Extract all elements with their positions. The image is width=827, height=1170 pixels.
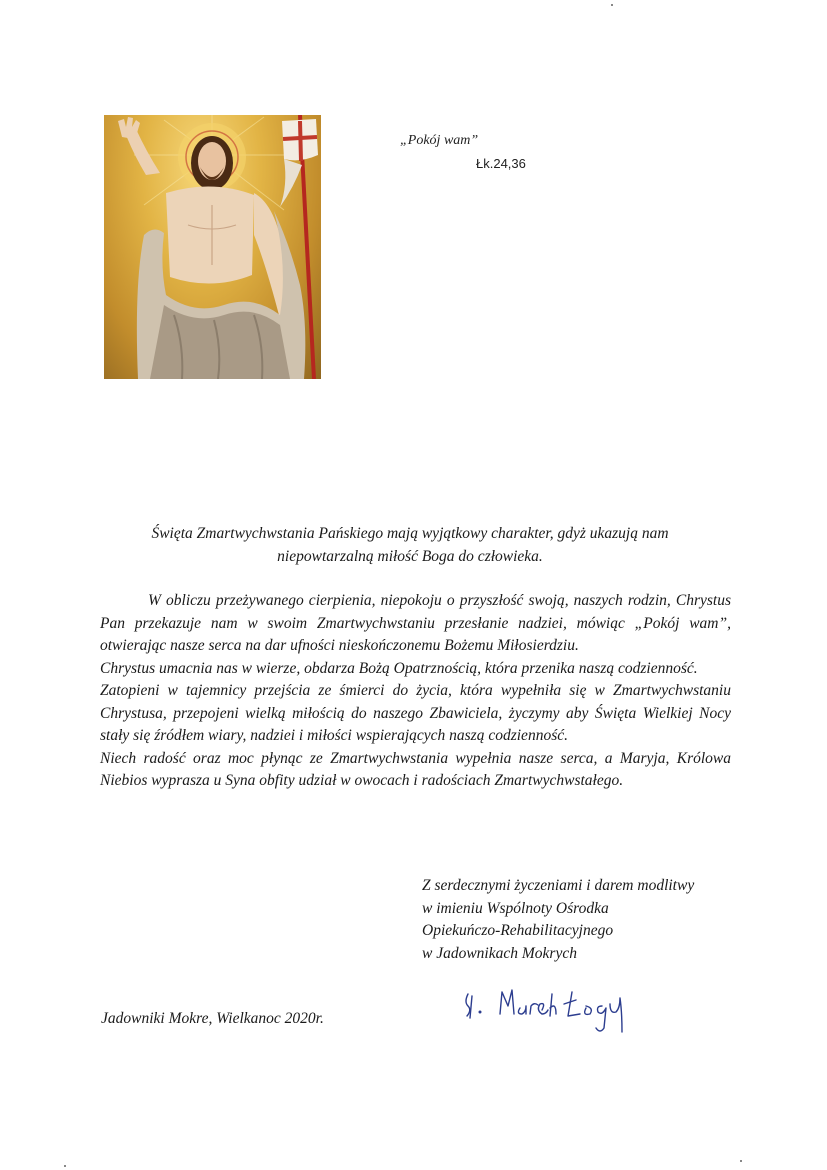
resurrected-christ-painting — [104, 115, 321, 379]
closing-line: w imieniu Wspólnoty Ośrodka — [422, 899, 609, 917]
painting-illustration — [104, 115, 321, 379]
scan-speck — [64, 1165, 66, 1167]
place-date: Jadowniki Mokre, Wielkanoc 2020r. — [101, 1010, 324, 1027]
closing-block — [422, 875, 742, 965]
lead-paragraph — [100, 522, 720, 568]
lead-line: niepowtarzalną miłość Boga do człowieka. — [277, 548, 543, 565]
letter-body — [100, 590, 731, 793]
closing-line: Z serdecznymi życzeniami i darem modlitwy — [422, 877, 695, 894]
closing-line: Opiekuńczo-Rehabilitacyjnego — [422, 922, 614, 939]
body-paragraph: W obliczu przeżywanego cierpienia, niepokoju o przyszłość swoją, naszych rodzin, Chrystus Pan przekazuje nam w swoim Zmartwychwstaniu przesłanie nadziei, mówiąc „Pokój wam”, otwierając nasze serca na dar ufności nieskończonemu Bożemu Miłosierdziu. — [100, 592, 731, 654]
body-paragraph: Niech radość oraz moc płynąc ze Zmartwychwstania wypełnia nasze serca, a Maryja, Królowa Niebios wyprasza u Syna obfity udział w owocach i radościach Zmartwychwstałego. — [100, 749, 731, 789]
handwritten-signature — [460, 972, 650, 1042]
closing-line: w Jadownikach Mokrych — [422, 944, 577, 962]
scan-speck — [611, 4, 613, 6]
quote-text: „Pokój wam” — [400, 133, 479, 148]
body-paragraph: Chrystus umacnia nas w wierze, obdarza Bożą Opatrznością, która przenika naszą codzienność. — [100, 659, 698, 677]
quote-reference: Łk.24,36 — [476, 156, 526, 171]
lead-line: Święta Zmartwychwstania Pańskiego mają wyjątkowy charakter, gdyż ukazują nam — [151, 525, 669, 542]
body-paragraph: Zatopieni w tajemnicy przejścia ze śmierci do życia, która wypełniła się w Zmartwychwstaniu Chrystusa, przepojeni wielką miłością do naszego Zbawiciela, życzymy aby Święta Wielkiej Nocy stały się źródłem wiary, nadziei i miłości wspierających naszą codzienność. — [100, 682, 731, 744]
scan-speck — [740, 1160, 742, 1162]
